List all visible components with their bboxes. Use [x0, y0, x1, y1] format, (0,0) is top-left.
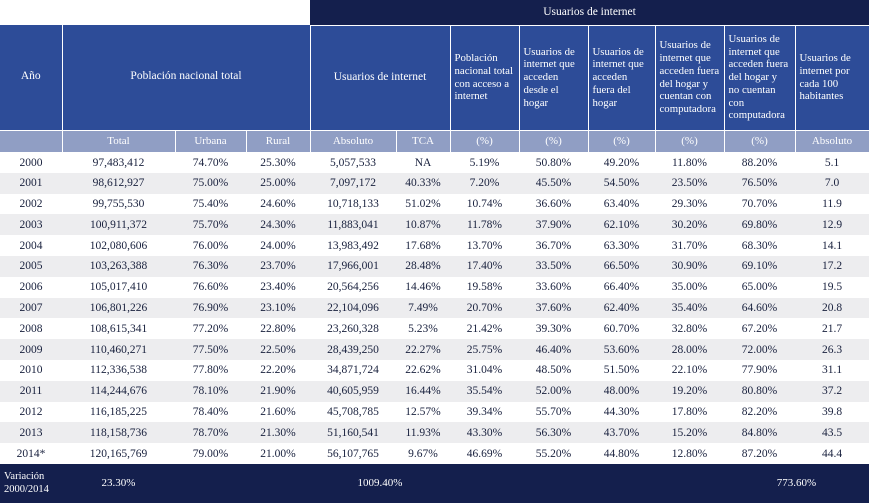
data-cell: 12.57% [405, 405, 441, 418]
data-cell: 51.50% [603, 364, 640, 377]
data-cell: 66.50% [603, 260, 640, 273]
data-cell: 51,160,541 [327, 426, 379, 439]
data-cell: 63.30% [603, 239, 640, 252]
data-cell: 30.90% [671, 260, 708, 273]
data-cell: 22.20% [260, 364, 296, 377]
data-cell: 77.90% [741, 364, 778, 377]
data-cell: 48.50% [535, 364, 572, 377]
data-cell: 22.27% [405, 343, 441, 356]
data-cell: 52.00% [535, 385, 572, 398]
data-cell: 31.04% [466, 364, 503, 377]
data-cell: 80.80% [741, 385, 778, 398]
subheader-tca: TCA [396, 130, 450, 152]
variation-users-value: 1009.40% [310, 464, 450, 503]
table-row [0, 339, 869, 360]
data-cell: 56,107,765 [327, 447, 379, 460]
data-cell: 44.4 [821, 447, 843, 460]
data-cell: 78.70% [192, 426, 229, 439]
data-cell: 100,911,372 [89, 218, 148, 231]
year-cell: 2006 [19, 281, 43, 294]
data-cell: 75.40% [192, 197, 229, 210]
table-row [0, 277, 869, 298]
data-cell: 62.10% [603, 218, 640, 231]
data-cell: 21.7 [821, 322, 843, 335]
data-cell: 29.30% [671, 197, 708, 210]
table-row [0, 235, 869, 256]
data-cell: 12.80% [671, 447, 708, 460]
data-cell: 69.80% [741, 218, 778, 231]
data-cell: 17,966,001 [327, 260, 379, 273]
sub-header-row [0, 130, 869, 152]
data-cell: 24.60% [260, 197, 296, 210]
data-cell: 25.75% [466, 343, 503, 356]
data-cell: 11.78% [466, 218, 503, 231]
year-cell: 2004 [19, 239, 43, 252]
header-access-total: Población nacional total con acceso a internet [450, 25, 519, 130]
subheader-absoluto: Absoluto [310, 130, 396, 152]
data-cell: 35.00% [671, 281, 708, 294]
variation-row [0, 464, 869, 503]
data-cell: 21.42% [466, 322, 503, 335]
data-cell: 77.80% [192, 364, 229, 377]
data-cell: 9.67% [408, 447, 438, 460]
data-cell: 67.20% [741, 322, 778, 335]
header-population-group: Población nacional total [62, 25, 310, 130]
year-cell: 2013 [19, 426, 43, 439]
data-cell: 17.2 [821, 260, 843, 273]
data-cell: 25.30% [260, 156, 296, 169]
data-cell: 23.70% [260, 260, 296, 273]
data-cell: 22,104,096 [327, 301, 379, 314]
data-cell: 31.1 [821, 364, 843, 377]
data-cell: 51.02% [405, 197, 441, 210]
data-cell: 74.70% [192, 156, 229, 169]
data-cell: 108,615,341 [89, 322, 148, 335]
variation-total-value: 23.30% [62, 464, 175, 503]
data-cell: 37.2 [821, 385, 843, 398]
data-cell: 21.00% [260, 447, 296, 460]
data-cell: 55.70% [535, 405, 572, 418]
table-row [0, 194, 869, 215]
table-row [0, 152, 869, 173]
data-cell: 20,564,256 [327, 281, 379, 294]
data-cell: 39.34% [466, 405, 503, 418]
data-cell: 7.49% [408, 301, 438, 314]
data-cell: 79.00% [192, 447, 229, 460]
table-row [0, 443, 869, 464]
header-users-outside-with-computer: Usuarios de internet que acceden fuera del hogar y cuentan con computadora [655, 25, 724, 130]
data-cell: 103,263,388 [89, 260, 148, 273]
data-cell: 36.70% [535, 239, 572, 252]
group-header-row [0, 25, 869, 130]
data-cell: 78.40% [192, 405, 229, 418]
data-cell: 7.20% [469, 177, 500, 190]
year-cell: 2003 [19, 218, 43, 231]
subheader-pct-home: (%) [519, 130, 588, 152]
year-cell: 2011 [19, 385, 43, 398]
data-cell: 70.70% [741, 197, 778, 210]
subheader-pct-with-computer: (%) [655, 130, 724, 152]
data-cell: 15.20% [671, 426, 708, 439]
table-row [0, 402, 869, 423]
super-header-usuarios-de-internet: Usuarios de internet [310, 0, 869, 25]
data-cell: 37.90% [535, 218, 572, 231]
table-row [0, 422, 869, 443]
data-cell: 54.50% [603, 177, 640, 190]
data-cell: 77.50% [192, 343, 229, 356]
data-cell: 76.90% [192, 301, 229, 314]
data-cell: 98,612,927 [92, 177, 145, 190]
data-cell: NA [414, 156, 432, 169]
subheader-pct-access: (%) [450, 130, 519, 152]
data-cell: 22.10% [671, 364, 708, 377]
data-cell: 23.40% [260, 281, 296, 294]
data-cell: 23.10% [260, 301, 296, 314]
data-cell: 13.70% [466, 239, 503, 252]
year-cell: 2000 [19, 156, 43, 169]
data-cell: 21.30% [260, 426, 296, 439]
data-cell: 17.40% [466, 260, 503, 273]
variation-label: Variación 2000/2014 [0, 464, 62, 503]
data-cell: 40,605,959 [327, 385, 379, 398]
data-cell: 37.60% [535, 301, 572, 314]
data-cell: 36.60% [535, 197, 572, 210]
table-row [0, 381, 869, 402]
data-cell: 65.00% [741, 281, 778, 294]
subheader-absoluto-per100: Absoluto [795, 130, 869, 152]
data-cell: 24.30% [260, 218, 296, 231]
data-cell: 17.80% [671, 405, 708, 418]
header-users-group: Usuarios de internet [310, 25, 450, 130]
data-cell: 53.60% [603, 343, 640, 356]
data-cell: 33.50% [535, 260, 572, 273]
data-cell: 43.70% [603, 426, 640, 439]
data-cell: 40.33% [405, 177, 441, 190]
data-cell: 76.50% [741, 177, 778, 190]
data-cell: 66.40% [603, 281, 640, 294]
year-cell: 2009 [19, 343, 43, 356]
subheader-rural: Rural [246, 130, 310, 152]
data-cell: 39.8 [821, 405, 843, 418]
data-cell: 12.9 [821, 218, 843, 231]
data-cell: 45.50% [535, 177, 572, 190]
data-cell: 76.00% [192, 239, 229, 252]
data-cell: 112,336,538 [89, 364, 148, 377]
header-users-outside-without-computer: Usuarios de internet que acceden fuera del hogar y no cuentan con computadora [724, 25, 795, 130]
data-cell: 120,165,769 [89, 447, 148, 460]
data-cell: 21.60% [260, 405, 296, 418]
data-cell: 44.30% [603, 405, 640, 418]
data-cell: 60.70% [603, 322, 640, 335]
data-cell: 7.0 [824, 177, 840, 190]
footer-spacer-2 [450, 464, 724, 503]
data-cell: 20.8 [821, 301, 843, 314]
data-cell: 24.00% [260, 239, 296, 252]
data-cell: 26.3 [821, 343, 843, 356]
data-cell: 33.60% [535, 281, 572, 294]
table-row [0, 298, 869, 319]
year-cell: 2002 [19, 197, 43, 210]
super-header-row [0, 0, 869, 25]
data-cell: 19.58% [466, 281, 503, 294]
year-cell: 2014* [16, 447, 46, 460]
year-cell: 2001 [19, 177, 43, 190]
data-cell: 78.10% [192, 385, 229, 398]
header-users-from-home: Usuarios de internet que acceden desde el hogar [519, 25, 588, 130]
data-cell: 28.00% [671, 343, 708, 356]
data-cell: 23,260,328 [327, 322, 379, 335]
data-cell: 76.60% [192, 281, 229, 294]
data-cell: 5.19% [469, 156, 500, 169]
data-cell: 25.00% [260, 177, 296, 190]
data-cell: 99,755,530 [92, 197, 145, 210]
year-cell: 2012 [19, 405, 43, 418]
data-cell: 68.30% [741, 239, 778, 252]
data-cell: 102,080,606 [89, 239, 148, 252]
year-cell: 2010 [19, 364, 43, 377]
data-cell: 77.20% [192, 322, 229, 335]
subheader-pct-without-computer: (%) [724, 130, 795, 152]
subheader-empty [0, 130, 62, 152]
data-cell: 20.70% [466, 301, 503, 314]
year-cell: 2008 [19, 322, 43, 335]
data-cell: 110,460,271 [89, 343, 148, 356]
data-cell: 35.54% [466, 385, 503, 398]
table-row [0, 173, 869, 194]
data-cell: 16.44% [405, 385, 441, 398]
table-row [0, 360, 869, 381]
data-cell: 11,883,041 [327, 218, 379, 231]
data-cell: 44.80% [603, 447, 640, 460]
data-cell: 10.74% [466, 197, 503, 210]
data-cell: 75.00% [192, 177, 229, 190]
data-cell: 28,439,250 [327, 343, 379, 356]
data-cell: 22.80% [260, 322, 296, 335]
footer-spacer-1 [175, 464, 310, 503]
data-cell: 48.00% [603, 385, 640, 398]
data-cell: 46.69% [466, 447, 503, 460]
data-cell: 45,708,785 [327, 405, 379, 418]
data-cell: 21.90% [260, 385, 296, 398]
data-cell: 11.93% [405, 426, 441, 439]
data-cell: 31.70% [671, 239, 708, 252]
data-cell: 116,185,225 [89, 405, 148, 418]
data-cell: 13,983,492 [327, 239, 379, 252]
data-cell: 64.60% [741, 301, 778, 314]
data-cell: 14.46% [405, 281, 441, 294]
data-cell: 5,057,533 [330, 156, 376, 169]
data-cell: 75.70% [192, 218, 229, 231]
header-users-per-100: Usuarios de internet por cada 100 habitantes [795, 25, 869, 130]
table-body [0, 152, 869, 464]
data-cell: 49.20% [603, 156, 640, 169]
data-cell: 39.30% [535, 322, 572, 335]
data-cell: 43.5 [821, 426, 843, 439]
data-cell: 69.10% [741, 260, 778, 273]
super-header-spacer [0, 0, 310, 25]
data-cell: 114,244,676 [89, 385, 148, 398]
header-users-outside-home: Usuarios de internet que acceden fuera del hogar [588, 25, 655, 130]
data-cell: 106,801,226 [89, 301, 148, 314]
variation-per100-value: 773.60% [724, 464, 869, 503]
data-cell: 10,718,133 [327, 197, 379, 210]
data-cell: 43.30% [466, 426, 503, 439]
data-cell: 46.40% [535, 343, 572, 356]
data-cell: 88.20% [741, 156, 778, 169]
data-cell: 76.30% [192, 260, 229, 273]
table-row [0, 318, 869, 339]
data-cell: 55.20% [535, 447, 572, 460]
data-cell: 19.5 [821, 281, 843, 294]
subheader-pct-outside: (%) [588, 130, 655, 152]
data-cell: 56.30% [535, 426, 572, 439]
data-cell: 72.00% [741, 343, 778, 356]
data-cell: 11.80% [671, 156, 708, 169]
year-cell: 2005 [19, 260, 43, 273]
data-cell: 14.1 [821, 239, 843, 252]
data-cell: 23.50% [671, 177, 708, 190]
data-cell: 28.48% [405, 260, 441, 273]
header-year: Año [0, 25, 62, 130]
data-cell: 7,097,172 [330, 177, 376, 190]
data-cell: 22.62% [405, 364, 441, 377]
subheader-urbana: Urbana [175, 130, 246, 152]
data-cell: 50.80% [535, 156, 572, 169]
data-cell: 97,483,412 [92, 156, 145, 169]
data-cell: 35.40% [671, 301, 708, 314]
year-cell: 2007 [19, 301, 43, 314]
data-cell: 32.80% [671, 322, 708, 335]
data-cell: 87.20% [741, 447, 778, 460]
data-cell: 22.50% [260, 343, 296, 356]
data-cell: 62.40% [603, 301, 640, 314]
data-cell: 17.68% [405, 239, 441, 252]
data-cell: 63.40% [603, 197, 640, 210]
data-cell: 11.9 [822, 197, 842, 210]
data-cell: 5.1 [824, 156, 840, 169]
data-cell: 84.80% [741, 426, 778, 439]
data-cell: 5.23% [408, 322, 438, 335]
data-cell: 82.20% [741, 405, 778, 418]
data-cell: 118,158,736 [89, 426, 148, 439]
data-cell: 19.20% [671, 385, 708, 398]
data-cell: 30.20% [671, 218, 708, 231]
subheader-total: Total [62, 130, 175, 152]
data-cell: 10.87% [405, 218, 441, 231]
table-row [0, 214, 869, 235]
table-row [0, 256, 869, 277]
data-cell: 105,017,410 [89, 281, 148, 294]
data-cell: 34,871,724 [327, 364, 379, 377]
